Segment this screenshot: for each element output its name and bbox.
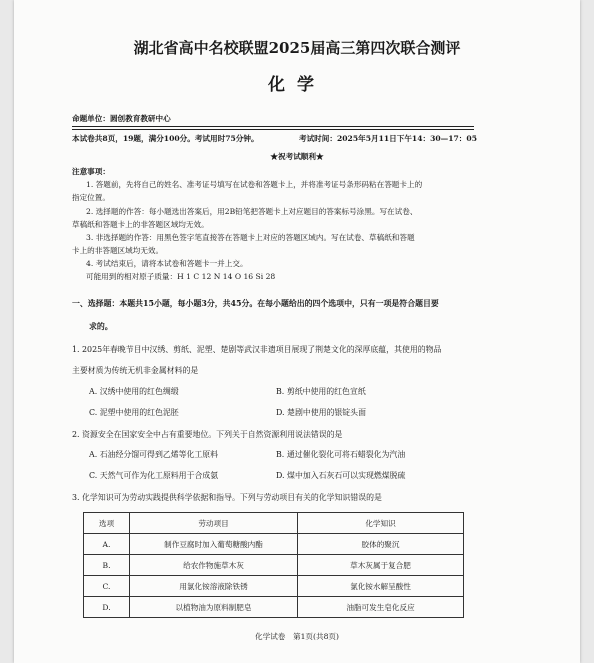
table-row <box>84 597 464 618</box>
table-cell: C. <box>84 576 130 597</box>
table-cell: 油脂可发生皂化反应 <box>298 597 464 618</box>
table-cell: D. <box>84 597 130 618</box>
table-cell: 以植物油为原料制肥皂 <box>130 597 298 618</box>
table-row <box>84 576 464 597</box>
notice-line: 2. 选择题的作答：每小题选出答案后，用2B铅笔把答题卡上对应题目的答案标号涂黑。写在试卷、 <box>86 207 418 216</box>
section-heading: 一、选择题：本题共15小题，每小题3分，共45分。在每小题给出的四个选项中，只有一项是符合题目要 <box>72 299 439 308</box>
table-header: 化学知识 <box>298 513 464 534</box>
good-luck-banner: ★祝考试顺利★ <box>270 152 324 161</box>
exam-time: 考试时间：2025年5月11日下午14：30—17：05 <box>299 134 477 143</box>
notice-heading: 注意事项： <box>72 167 110 176</box>
table-cell: 氯化铵水解呈酸性 <box>298 576 464 597</box>
author-line: 命题单位：圆创教育教研中心 <box>72 114 171 123</box>
table-header-row <box>84 513 464 534</box>
q1-option-a: A. 汉绣中使用的红色绸缎 <box>89 387 179 396</box>
table-row <box>84 555 464 576</box>
header-rule-thin <box>72 129 474 130</box>
table-cell: 草木灰属于复合肥 <box>298 555 464 576</box>
table-cell: B. <box>84 555 130 576</box>
q1-option-b: B. 剪纸中使用的红色宣纸 <box>276 387 366 396</box>
notice-line: 卡上的非答题区域均无效。 <box>72 246 164 255</box>
table-header: 选项 <box>84 513 130 534</box>
q1-option-d: D. 楚剧中使用的银锭头面 <box>276 408 366 417</box>
table-row <box>84 534 464 555</box>
notice-line: 指定位置。 <box>72 193 110 202</box>
q2-option-b: B. 通过催化裂化可将石蜡裂化为汽油 <box>276 450 406 459</box>
notice-line: 3. 非选择题的作答：用黑色签字笔直接答在答题卡上对应的答题区域内。写在试卷、草稿纸和答题 <box>86 233 415 242</box>
atomic-mass-line: 可能用到的相对原子质量：H 1 C 12 N 14 O 16 Si 28 <box>86 272 276 281</box>
table-cell: 胶体的聚沉 <box>298 534 464 555</box>
subject-title: 化学 <box>268 75 326 95</box>
question-2-stem: 2. 资源安全在国家安全中占有重要地位。下列关于自然资源利用说法错误的是 <box>72 430 343 439</box>
q3-table <box>83 512 464 618</box>
table-header: 劳动项目 <box>130 513 298 534</box>
notice-line: 1. 答题前，先将自己的姓名、准考证号填写在试卷和答题卡上，并将准考证号条形码粘在答题卡上的 <box>86 180 423 189</box>
notice-line: 4. 考试结束后，请将本试卷和答题卡一并上交。 <box>86 259 248 268</box>
question-1-stem-cont: 主要材质为传统无机非金属材料的是 <box>72 366 199 375</box>
page-footer: 化学试卷 第1页(共8页) <box>255 632 339 641</box>
notice-line: 草稿纸和答题卡上的非答题区域均无效。 <box>72 220 209 229</box>
exam-info: 本试卷共8页，19题，满分100分。考试用时75分钟。 <box>72 134 259 143</box>
header-rule <box>72 126 474 127</box>
question-3-stem: 3. 化学知识可为劳动实践提供科学依据和指导。下列与劳动项目有关的化学知识错误的是 <box>72 493 382 502</box>
q2-option-c: C. 天然气可作为化工原料用于合成氨 <box>89 471 219 480</box>
table-cell: A. <box>84 534 130 555</box>
q2-option-a: A. 石油经分馏可得到乙烯等化工原料 <box>89 450 219 459</box>
table-cell: 用氯化铵溶液除铁锈 <box>130 576 298 597</box>
exam-page <box>14 0 580 663</box>
exam-title: 湖北省高中名校联盟2025届高三第四次联合测评 <box>133 39 461 57</box>
table-cell: 制作豆腐时加入葡萄糖酸内酯 <box>130 534 298 555</box>
question-1-stem: 1. 2025年春晚节目中汉绣、剪纸、泥塑、楚剧等武汉非遗项目展现了荆楚文化的深厚底蕴，其使用的物品 <box>72 345 442 354</box>
q2-option-d: D. 煤中加入石灰石可以实现燃煤脱硫 <box>276 471 406 480</box>
table-cell: 给农作物施草木灰 <box>130 555 298 576</box>
section-heading-cont: 求的。 <box>89 322 113 331</box>
q1-option-c: C. 泥塑中使用的红色泥胚 <box>89 408 179 417</box>
